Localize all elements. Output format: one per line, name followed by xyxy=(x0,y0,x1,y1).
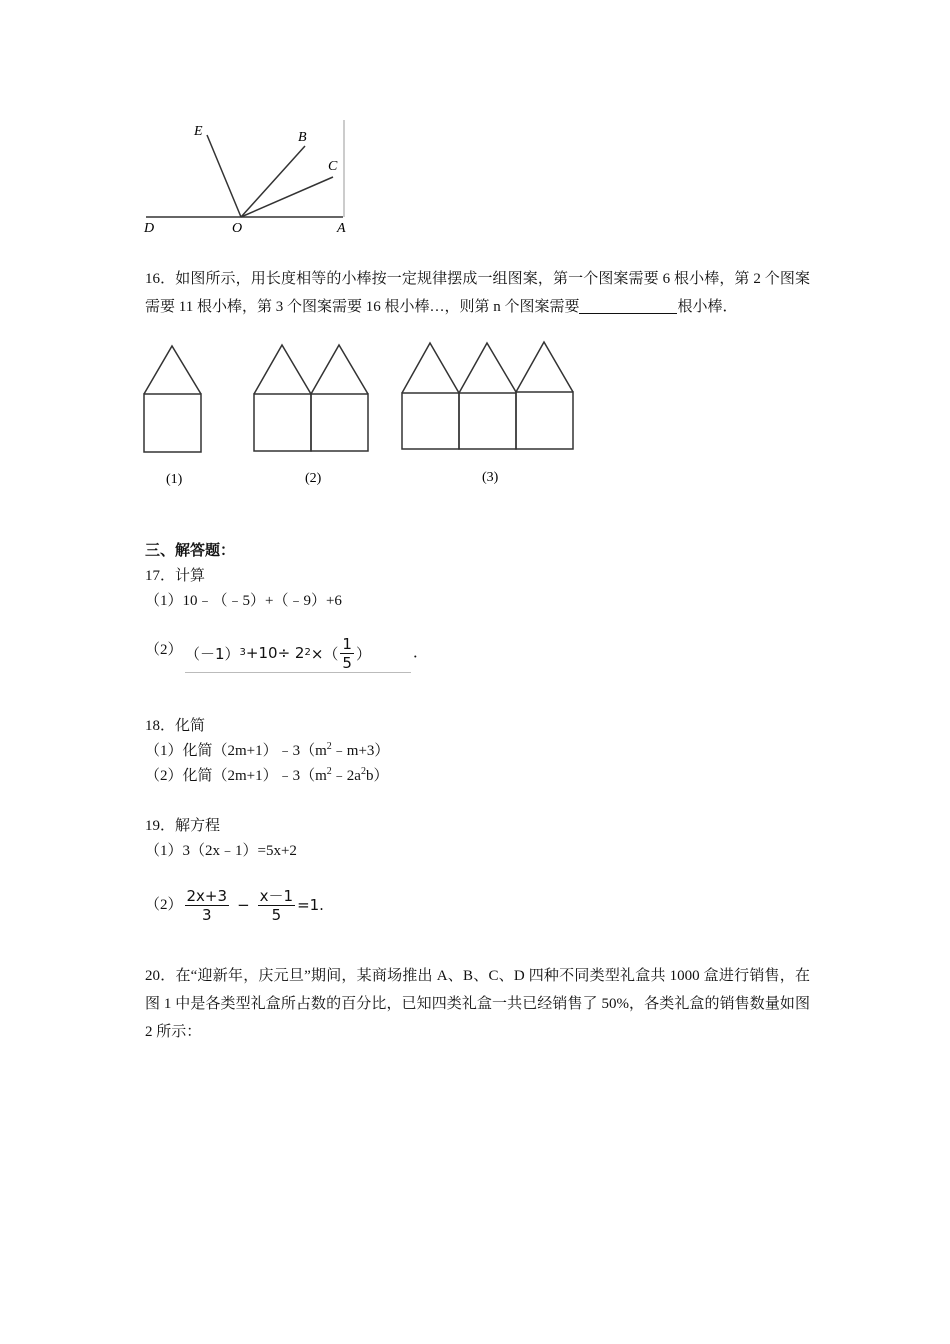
question-19-part-1: （1）3（2x﹣1）=5x+2 xyxy=(145,843,297,859)
fraction-2x-plus-3-over-3: $\frac{2x+3}{3}$ xyxy=(186,887,228,924)
question-17-title: 17．计算 xyxy=(145,568,206,584)
fraction-x-minus-1-over-5: $\frac{x-1}{5}$ xyxy=(259,887,294,924)
question-18-part-1: （1）化简$(2m+1)﹣3(m^2﹣m+3)$ xyxy=(145,741,390,759)
question-19-title: 19．解方程 xyxy=(145,818,221,834)
point-label-b: B xyxy=(298,130,307,145)
angle-figure xyxy=(138,115,358,240)
question-17-part-2-formula: （－1） 3 +10÷ 2 2 ×（ $\frac{1}{5}$ ） xyxy=(185,634,411,673)
pattern-label-3: (3) xyxy=(482,470,499,485)
pattern-label-1: (1) xyxy=(166,472,183,487)
point-label-e: E xyxy=(194,124,203,139)
question-20-text: 20．在“迎新年，庆元旦”期间，某商场推出 A、B、C、D 四种不同类型礼盒共 1000 盒进行销售，在图 1 中是各类型礼盒所占数的百分比，已知四类礼盒一共已经销售了 50%，各类礼盒的销售数量如图 2 所示： xyxy=(145,968,810,1040)
point-label-c: C xyxy=(328,159,338,174)
fraction-one-fifth: $\frac{1}{5}$ xyxy=(342,634,352,672)
point-label-d: D xyxy=(144,221,155,236)
pattern-label-2: (2) xyxy=(305,471,322,486)
point-label-o: O xyxy=(232,221,243,236)
matchstick-pattern-figure xyxy=(140,338,580,493)
point-label-a: A xyxy=(337,221,346,236)
question-17-part-1: （1）10﹣（﹣5）+（﹣9）+6 xyxy=(145,593,342,609)
question-18-title: 18．化简 xyxy=(145,718,206,734)
question-17-part-2-end: ． xyxy=(413,645,429,661)
question-18-part-2: （2）化简$(2m+1)﹣3(m^2﹣2a^2b)$ xyxy=(145,766,389,784)
question-17-part-2: （2） xyxy=(145,642,183,658)
answer-blank xyxy=(579,297,677,314)
question-16-text: 16．如图所示，用长度相等的小棒按一定规律摆成一组图案，第一个图案需要 6 根小棒，第 2 个图案需要 11 根小棒，第 3 个图案需要 16 根小棒…，则第 n 个图案需要 根小棒． xyxy=(145,271,810,315)
question-19-part-2: （2） $\frac{2x+3}{3}$ − $\frac{x-1}{5}$ =1. xyxy=(145,887,324,924)
section-3-title: 三、解答题： xyxy=(145,543,236,559)
